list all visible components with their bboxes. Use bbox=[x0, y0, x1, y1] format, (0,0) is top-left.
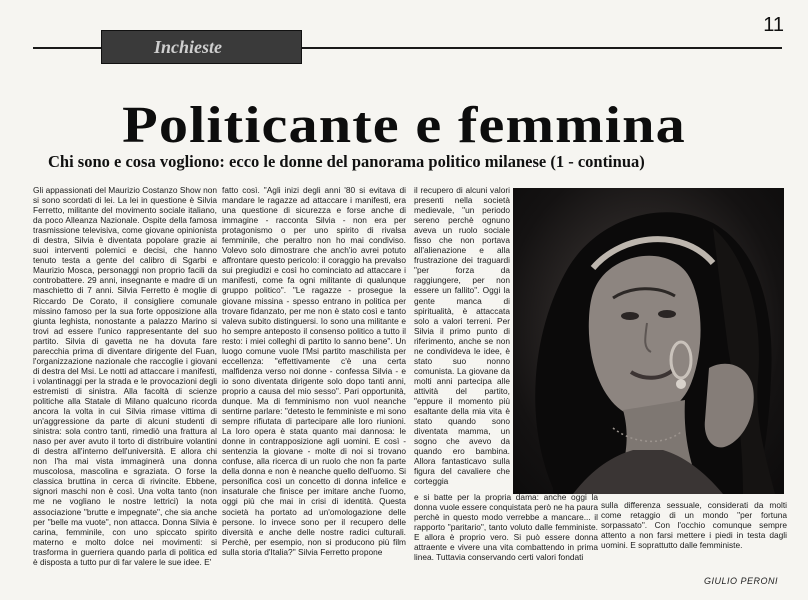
column-1-text: Gli appassionati del Maurizio Costanzo Show non si sono scordati di lei. La lei in questione è Silvia Ferretto, militante del movimento sociale italiano, da poco Alleanza Nazionale. Ospite della famosa trasmissione televisiva, come giovane opinionista di destra, Silvia è diventata popolare grazie ai suoi interventi polemici e decisi, che hanno tenuto testa a gente del calibro di Sgarbi e Maurizio Mosca, personaggi non proprio facili da controbattere. 29 anni, insegnante e madre di un maschietto di 7 anni. Silvia Ferretto è moglie di Riccardo De Corato, il consigliere comunale missino famoso per la sua forte opposizione alla giunta leghista, nonostante a palazzo Marino si trovi ad essere l'unico rappresentante del suo partito. Silvia di gavetta ne ha dovuta fare parecchia prima di diventare dirigente del Fuan, l'organizzazione nazionale che raccoglie i giovani di destra del Msi. Le notti ad attaccare i manifesti, i volantinaggi per la strada e le provocazioni degli estremisti di sinistra. Alla facoltà di scienze politiche alla Statale di Milano qualcuno ricorda ancora la volta in cui Silvia rimase vittima di un'aggressione da parte di alcuni studenti di sinistra: sola contro tanti, rimediò una frattura al naso per aver avuto il torto di distribuire volantini di destra all'interno dell'università. E allora chi non l'ha mai vista immaginerà una donna muscolosa, mascolina e sgraziata. O forse la classica bruttina in cerca di rivincite. Ebbene, signori maschi non è così. Una volta tanto (non me ne vogliano le nostre lettrici) la nota associazione "brutte e impegnate", che sia anche per "belle ma vuote", non attacca. Donna Silvia è carina, femminile, con uno spiccato spirito materno e molto dolce nei movimenti: si trasforma in guerriera quando parla di politica ed è disposta a tutto pur di far valere le sue idee. E' bbox=[33, 185, 217, 567]
subheadline-text: Chi sono e cosa vogliono: ecco le donne del panorama politico milanese bbox=[48, 152, 547, 171]
byline: GIULIO PERONI bbox=[703, 576, 778, 586]
header-rule-right bbox=[302, 47, 782, 49]
headline: Politicante e femmina bbox=[122, 97, 686, 154]
continuation-label: (1 - continua) bbox=[550, 152, 645, 171]
header-rule-left bbox=[33, 47, 101, 49]
article-column-3-bottom bbox=[414, 492, 598, 584]
column-2-text: fatto così. "Agli inizi degli anni '80 si evitava di mandare le ragazze ad attaccare i manifesti, era una questione di sicurezza e forse anche di immagine - racconta Silvia - non era per protagonismo o per uno spirito di rivalsa femminile, che peraltro non ho mai condiviso. Volevo solo dimostrare che anch'io avrei potuto affrontare questo pericolo: il coraggio ha prevalso sui pregiudizi e così ho cominciato ad attaccare i manifesti, come fa ogni militante di qualunque gruppo politico". "Le ragazze - prosegue la giovane missina - spesso entrano in politica per trovare fidanzato, per me non è stato così e tanto valeva subito distinguersi. Io sono una militante e ho sempre anteposto il consenso politico a tutto il resto: i miei colleghi di partito lo sanno bene". Un luogo comune vuole l'Msi partito maschilista per eccellenza: "effettivamente c'è una certa malfidenza verso noi donne - confessa Silvia - e io sono diventata dirigente solo dopo tanti anni, proprio a causa del mio sesso". Pari opportunità, dunque. Ma di femminismo non vuol neanche sentirne parlare: "detesto le femministe e mi sono sempre rifiutata di partecipare alle loro riunioni. La loro opera è stata quanto mai dannosa: le donne in contrapposizione agli uomini. E così - sentenzia la giovane - molte di noi si trovano confuse, alla ricerca di un ruolo che non fa parte della donna e non è neanche quello dell'uomo. Si personifica così un concetto di donna infelice e insaturale che finisce per imitare anche l'uomo, oggi più che mai in crisi di identità. Questa società ha portato ad un'omologazione delle persone. Io invece sono per il recupero delle diversità e anche delle nostre radici culturali. Perchè, per esempio, non si producono più film sulla storia d'Italia?" Silvia Ferretto propone bbox=[222, 185, 406, 557]
article-column-3 bbox=[414, 185, 510, 490]
article-column-1 bbox=[33, 185, 217, 585]
page-number: 11 bbox=[763, 14, 784, 36]
portrait-photo bbox=[513, 188, 784, 494]
column-3-bottom-text: e si batte per la propria dama: anche oggi la donna vuole essere conquistata però ne ha paura perchè in questo modo verrebbe a mancare... il rapporto "paritario", tanto voluto dalle femministe. E allora è proprio vero. Si può essere donna attraente e vivere una vita combattendo in prima linea. Tuttavia conservando certi valori fondati bbox=[414, 492, 598, 563]
column-3-text: il recupero di alcuni valori presenti nella società medievale, "un periodo sereno perchè ognuno aveva un ruolo sociale fisso che non portava all'alienazione e alla frustrazione dei traguardi "per forza da raggiungere, per non essere un fallito". Oggi la gente manca di spiritualità, è attaccata solo a valori terreni. Per Silvia il primo punto di riferimento, anche se non ne condivideva le idee, è stato suo nonno comunista. La giovane da molti anni partecipa alle attività del partito, "eppure il momento più esaltante della mia vita è stato quando sono diventata mamma, un sogno che avevo da quando ero bambina. Allora fantasticavo sulla figura del cavaliere che corteggia bbox=[414, 185, 510, 487]
article-column-4 bbox=[601, 500, 787, 570]
section-label: Inchieste bbox=[101, 30, 302, 64]
column-4-text: sulla differenza sessuale, considerati da molti come retaggio di un mondo "per fortuna sorpassato". Con l'occhio comunque sempre attento a non farsi mettere i piedi in testa dagli uomini. E soprattutto dalle femministe. bbox=[601, 500, 787, 551]
article-column-2 bbox=[222, 185, 406, 585]
subheadline bbox=[48, 152, 788, 172]
portrait-illustration bbox=[513, 188, 784, 494]
